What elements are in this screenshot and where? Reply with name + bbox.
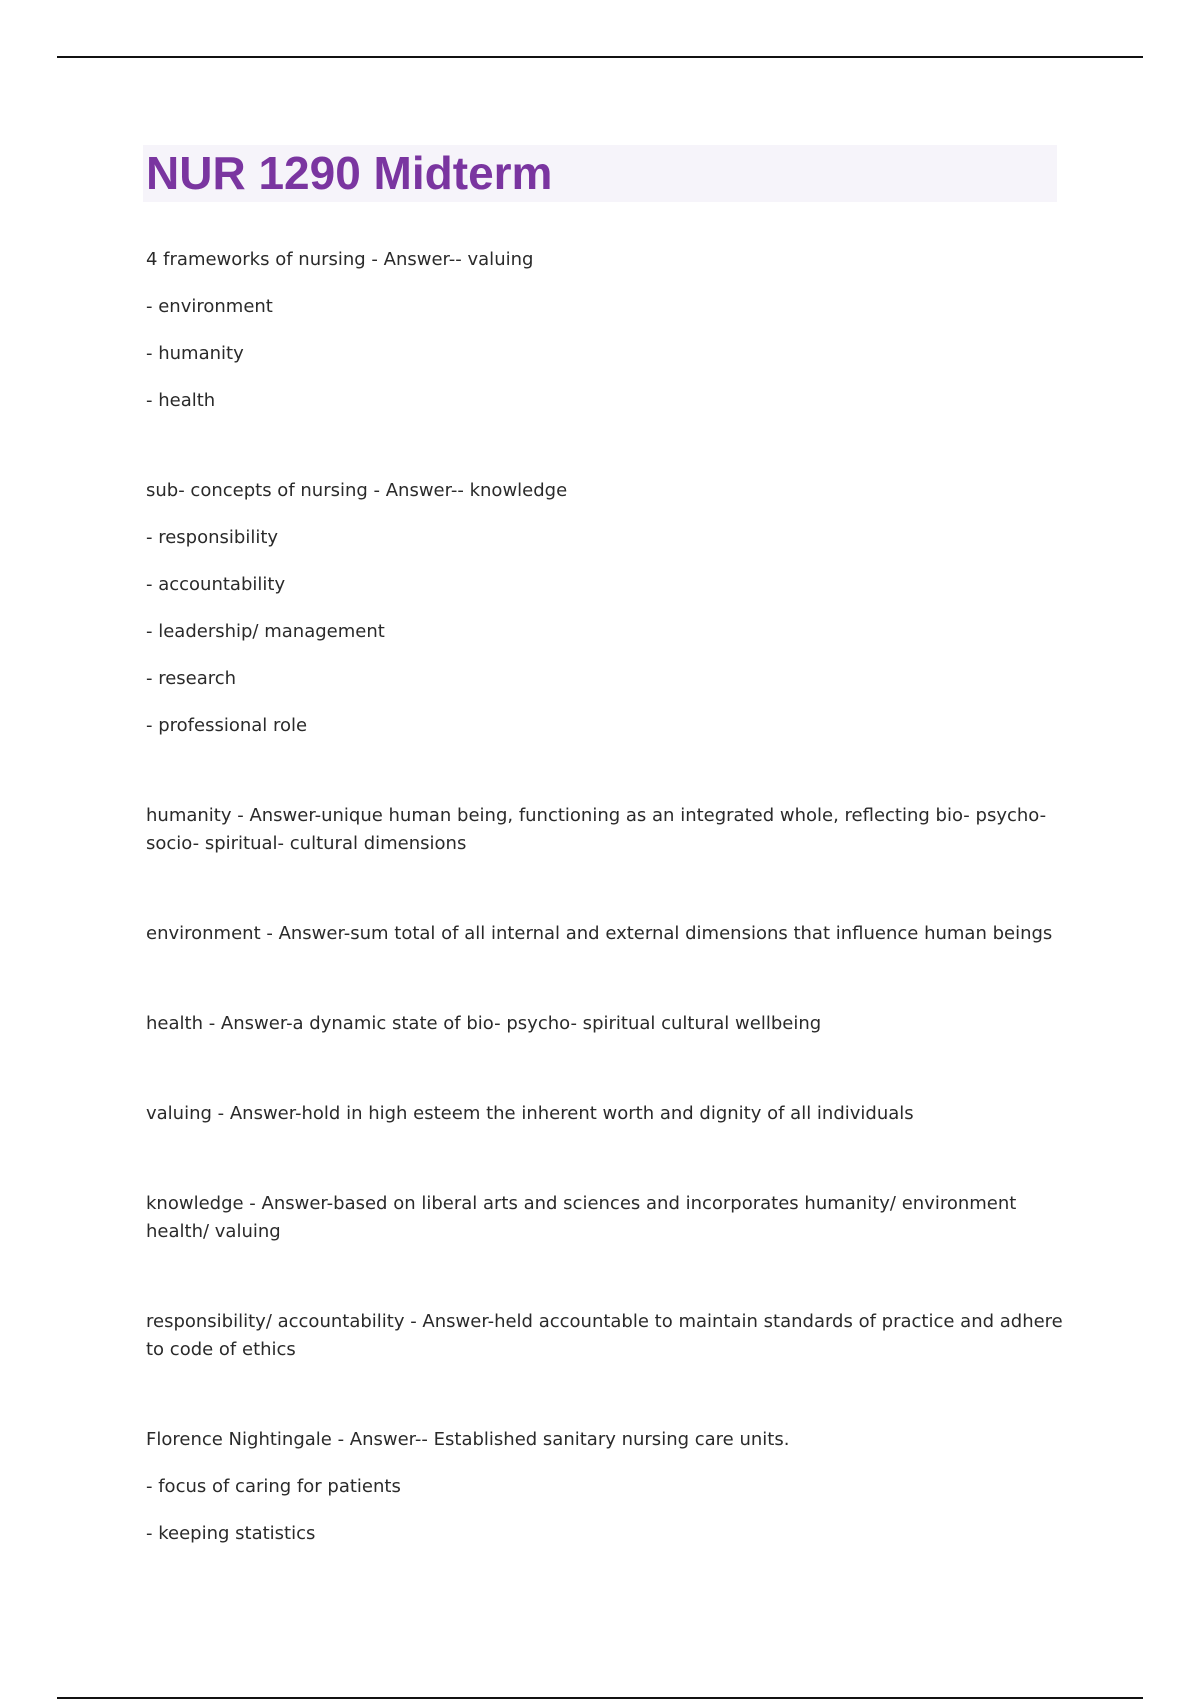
entry-bullet: - research (146, 668, 237, 689)
entry-bullet: - professional role (146, 715, 308, 736)
entry-nightingale (146, 1426, 1066, 1548)
entry-text: 4 frameworks of nursing - Answer-- valuing (146, 249, 534, 270)
entry-text: Florence Nightingale - Answer-- Established sanitary nursing care units. (146, 1429, 790, 1450)
entry-bullet: - keeping statistics (146, 1523, 316, 1544)
entry-bullet: - leadership/ management (146, 621, 385, 642)
entry-environment (146, 920, 1066, 948)
entry-text: environment - Answer-sum total of all internal and external dimensions that influence human beings (146, 923, 1053, 944)
entry-text: health - Answer-a dynamic state of bio- psycho- spiritual cultural wellbeing (146, 1013, 822, 1034)
entry-sub-concepts (146, 477, 1066, 740)
entry-bullet: - humanity (146, 343, 244, 364)
entry-text: knowledge - Answer-based on liberal arts and sciences and incorporates humanity/ environment health/ valuing (146, 1193, 1017, 1242)
entry-valuing (146, 1100, 1066, 1128)
entry-humanity (146, 802, 1066, 858)
entry-text: valuing - Answer-hold in high esteem the inherent worth and dignity of all individuals (146, 1103, 914, 1124)
entry-frameworks (146, 246, 1066, 415)
entry-bullet: - accountability (146, 574, 286, 595)
entry-text: responsibility/ accountability - Answer-held accountable to maintain standards of practice and adhere to code of ethics (146, 1311, 1063, 1360)
entry-health (146, 1010, 1066, 1038)
entry-text: humanity - Answer-unique human being, functioning as an integrated whole, reflecting bio- psycho- socio- spiritual- cultural dimensions (146, 805, 1047, 854)
entry-bullet: - environment (146, 296, 273, 317)
top-rule (57, 56, 1143, 58)
page-title: NUR 1290 Midterm (146, 147, 553, 199)
document-body (146, 246, 1066, 1610)
entry-bullet: - responsibility (146, 527, 279, 548)
entry-knowledge (146, 1190, 1066, 1246)
bottom-rule (57, 1697, 1143, 1699)
entry-text: sub- concepts of nursing - Answer-- knowledge (146, 480, 568, 501)
entry-bullet: - health (146, 390, 216, 411)
entry-responsibility (146, 1308, 1066, 1364)
entry-bullet: - focus of caring for patients (146, 1476, 401, 1497)
